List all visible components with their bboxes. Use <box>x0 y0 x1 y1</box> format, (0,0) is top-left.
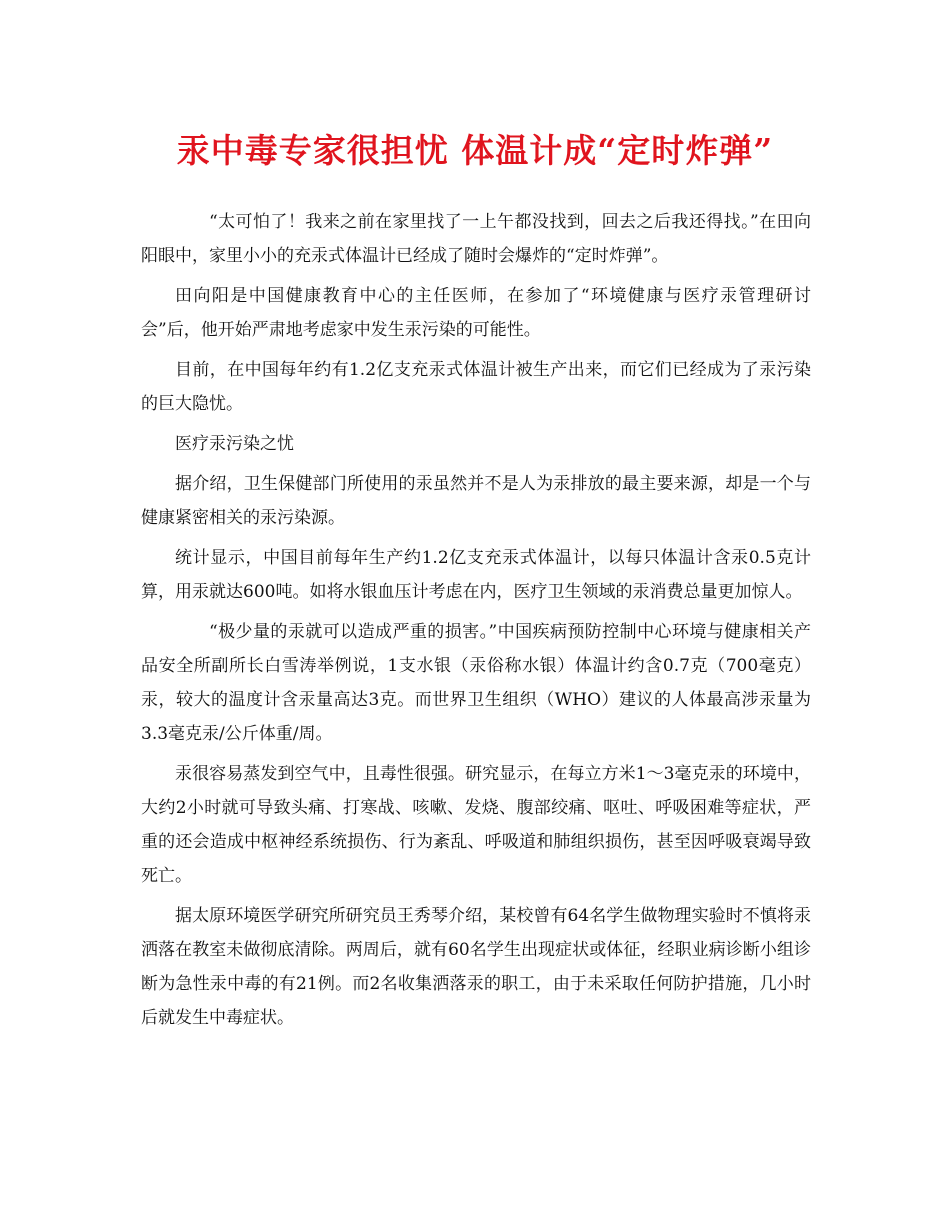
article-title: 汞中毒专家很担忧 体温计成“定时炸弹” <box>176 131 774 170</box>
paragraph: 统计显示，中国目前每年生产约1.2亿支充汞式体温计，以每只体温计含汞0.5克计算，用汞就达600吨。如将水银血压计考虑在内，医疗卫生领域的汞消费总量更加惊人。 <box>141 548 811 602</box>
paragraph: 据太原环境医学研究所研究员王秀琴介绍，某校曾有64名学生做物理实验时不慎将汞洒落在教室未做彻底清除。两周后，就有60名学生出现症状或体征，经职业病诊断小组诊断为急性汞中毒的有21例。而2名收集洒落汞的职工，由于未采取任何防护措施，几小时后就发生中毒症状。 <box>141 906 811 1028</box>
paragraph: 据介绍，卫生保健部门所使用的汞虽然并不是人为汞排放的最主要来源，却是一个与健康紧密相关的汞污染源。 <box>141 474 811 528</box>
paragraph: “极少量的汞就可以造成严重的损害。”中国疾病预防控制中心环境与健康相关产品安全所副所长白雪涛举例说，1支水银（汞俗称水银）体温计约含0.7克（700毫克）汞，较大的温度计含汞量高达3克。而世界卫生组织（WHO）建议的人体最高涉汞量为3.3毫克汞/公斤体重/周。 <box>141 622 811 744</box>
paragraph: 田向阳是中国健康教育中心的主任医师，在参加了“环境健康与医疗汞管理研讨会”后，他开始严肃地考虑家中发生汞污染的可能性。 <box>141 286 811 340</box>
article-body <box>141 205 811 1041</box>
paragraph: 目前，在中国每年约有1.2亿支充汞式体温计被生产出来，而它们已经成为了汞污染的巨大隐忧。 <box>141 360 811 414</box>
section-heading: 医疗汞污染之忧 <box>175 434 294 454</box>
paragraph: 汞很容易蒸发到空气中，且毒性很强。研究显示，在每立方米1～3毫克汞的环境中，大约2小时就可导致头痛、打寒战、咳嗽、发烧、腹部绞痛、呕吐、呼吸困难等症状，严重的还会造成中枢神经系统损伤、行为紊乱、呼吸道和肺组织损伤，甚至因呼吸衰竭导致死亡。 <box>141 764 811 886</box>
paragraph: “太可怕了！我来之前在家里找了一上午都没找到，回去之后我还得找。”在田向阳眼中，家里小小的充汞式体温计已经成了随时会爆炸的“定时炸弹”。 <box>141 212 811 266</box>
